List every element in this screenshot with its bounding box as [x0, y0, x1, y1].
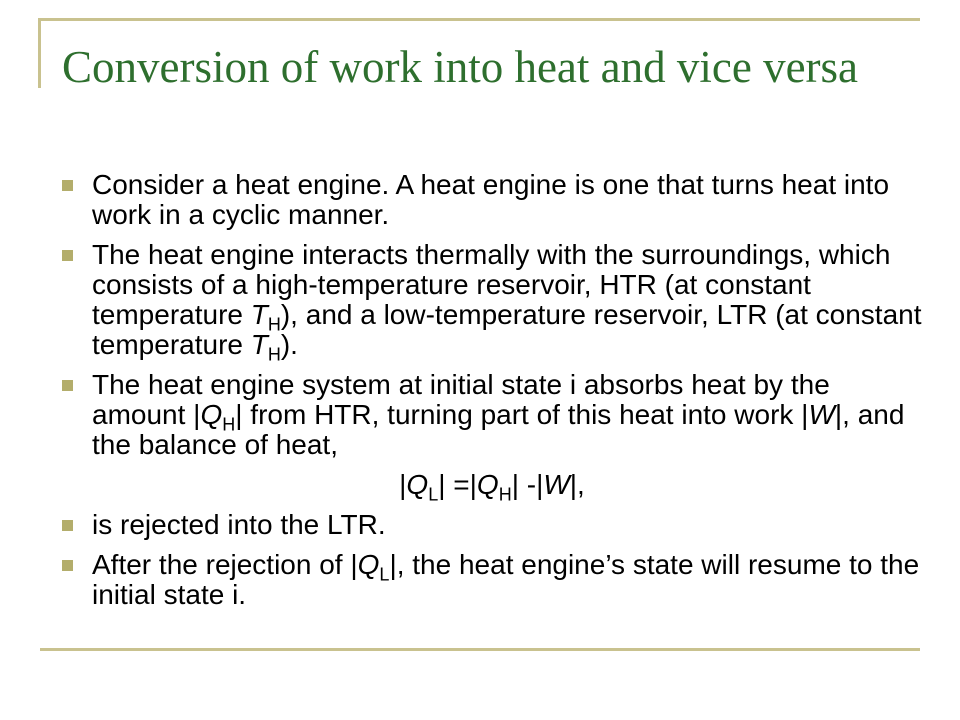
bullet-item — [62, 510, 922, 540]
bullet-text: is rejected into the LTR. — [92, 509, 386, 540]
square-bullet-icon — [62, 520, 73, 531]
equation-line: $|Q_L| =|Q_H|$ -|W|, — [399, 469, 585, 505]
bullet-text: Consider a heat engine. A heat engine is one that turns heat into work in a cyclic manner. — [92, 169, 890, 230]
bullet-text: The heat engine system at initial state i absorbs heat by the amount $|Q_H|$ from HTR, turning part of this heat into work |W|, and the balance of heat, — [92, 369, 905, 460]
bottom-rule — [40, 648, 920, 651]
square-bullet-icon — [62, 380, 73, 391]
bullet-item — [62, 370, 922, 460]
square-bullet-icon — [62, 560, 73, 571]
slide-title: Conversion of work into heat and vice versa — [62, 42, 859, 92]
bullet-item — [62, 239, 922, 365]
bullet-text: After the rejection of $|Q_L|$, the heat engine’s state will resume to the initial state i. — [92, 549, 920, 610]
square-bullet-icon — [62, 180, 73, 191]
top-rule — [40, 18, 920, 21]
bullet-item — [62, 170, 922, 230]
left-rule — [38, 18, 41, 88]
bullet-item — [62, 550, 922, 610]
bullet-text: The heat engine interacts thermally with the surroundings, which consists of a high-temperature reservoir, HTR (at constant temperature $T_H$), and a low-temperature reservoir, LTR (at constant temperature $T_H$). — [92, 239, 922, 365]
square-bullet-icon — [62, 250, 73, 261]
slide-body — [62, 170, 922, 620]
